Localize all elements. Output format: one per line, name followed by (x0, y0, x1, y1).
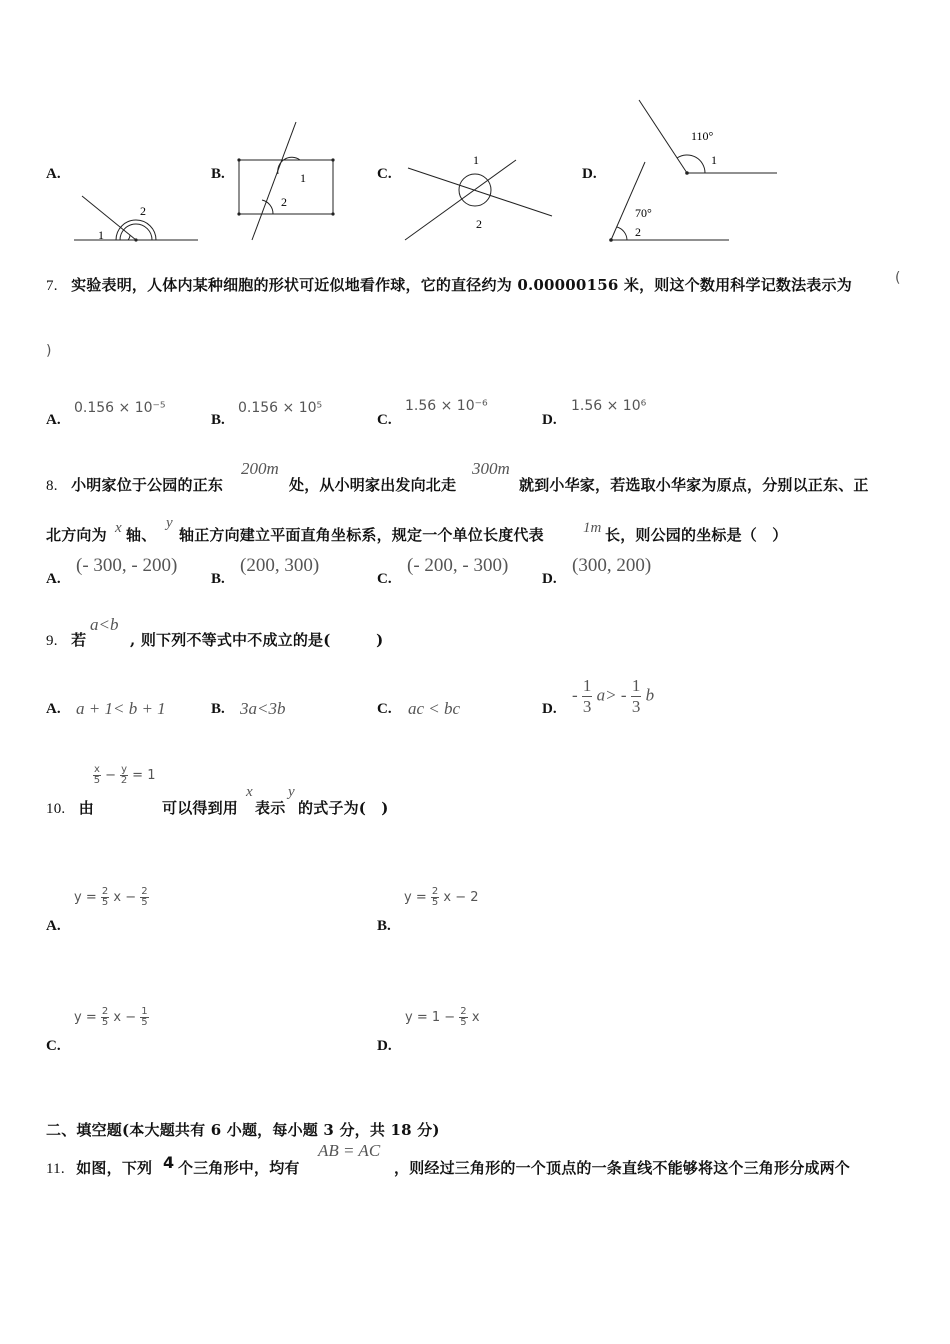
q9-d-den-2: 3 (631, 697, 641, 716)
q10-a-n2: 2 (141, 886, 148, 897)
q8-distance-1: 200m (241, 459, 279, 478)
q8-text-1: 小明家位于公园的正东 (71, 476, 224, 494)
q10-d-pre: y = 1 − (405, 1010, 456, 1025)
q10-option-b-value (404, 887, 479, 908)
q8-text-3: 就到小华家，若选取小华家为原点，分别以正东、正 (519, 476, 869, 494)
q10-c-pre: y = (74, 1010, 97, 1025)
q9-d-mid: a> - (596, 685, 627, 705)
q7-option-a-label: A. (46, 412, 61, 428)
q9-option-b-label: B. (211, 701, 225, 717)
q10-c-frac-1 (101, 1007, 109, 1028)
q7-option-b-value: 0.156 × 10⁵ (238, 400, 323, 416)
q11-condition: AB = AC (318, 1141, 381, 1160)
q8-option-a-value: (- 300, - 200) (76, 555, 178, 576)
q6-option-a-label: A. (46, 166, 61, 182)
q9-option-c-label: C. (377, 701, 392, 717)
q11-text-1: 如图，下列 (76, 1159, 153, 1177)
q9-text-2: , 则下列不等式中不成立的是( ) (130, 631, 384, 649)
q6-figure-b (234, 118, 344, 244)
q9-option-d-value (572, 676, 654, 717)
q10-x: x (246, 784, 253, 800)
q10-a-n1: 2 (101, 886, 109, 897)
q10-b-pre: y = (404, 890, 427, 905)
fig-a-label-2: 2 (140, 204, 146, 218)
q7-option-b-label: B. (211, 412, 225, 428)
q10-a-pre: y = (74, 890, 97, 905)
q11-number: 11. (46, 1161, 65, 1177)
q10-b-frac-1 (431, 887, 439, 908)
q10-c-n1: 2 (101, 1006, 109, 1017)
q10-y: y (288, 784, 295, 800)
q10-a-d1: 5 (101, 897, 109, 908)
q7-number: 7. (46, 278, 58, 294)
fig-d-top-angle: 110° (691, 129, 714, 143)
q9-stem (46, 629, 86, 650)
q10-c-d1: 5 (101, 1017, 109, 1028)
q9-d-frac-1 (582, 676, 593, 717)
q8-option-a-label: A. (46, 571, 61, 587)
q9-text-1: 若 (71, 631, 87, 649)
q7-option-c-label: C. (377, 412, 392, 428)
q11-text-2: 个三角形中，均有 (178, 1159, 300, 1177)
q10-d-d1: 5 (460, 1017, 467, 1028)
q8-option-c-value: (- 200, - 300) (407, 555, 509, 576)
q10-d-n1: 2 (460, 1006, 467, 1017)
q9-d-frac-2 (631, 676, 642, 717)
q9-d-post: b (645, 685, 655, 705)
q9-number: 9. (46, 633, 58, 649)
q10-eq-rhs: = 1 (132, 768, 156, 783)
fig-d-top-label: 1 (711, 153, 717, 167)
q9-d-num-1: 1 (582, 676, 592, 695)
q9-condition: a<b (90, 615, 119, 634)
fig-b-label-2: 2 (281, 195, 287, 209)
q10-eq-op: − (105, 768, 116, 783)
fig-c-label-1: 1 (473, 153, 479, 167)
q10-eq-frac-1 (93, 765, 101, 786)
fig-c-label-2: 2 (476, 217, 482, 231)
q10-option-a-value (74, 887, 149, 908)
q8-text-7: 长，则公园的坐标是（ ） (605, 526, 788, 544)
fig-a-label-1: 1 (98, 228, 104, 242)
q11-text-3: ，则经过三角形的一个顶点的一条直线不能够将这个三角形分成两个 (394, 1159, 851, 1177)
q10-b-d1: 5 (431, 897, 439, 908)
q6-figure-c (400, 148, 558, 244)
q8-text-6: 轴正方向建立平面直角坐标系，规定一个单位长度代表 (179, 526, 544, 544)
q10-b-mid: x − 2 (443, 890, 479, 905)
q9-option-d-label: D. (542, 701, 557, 717)
q6-option-b-label: B. (211, 166, 225, 182)
q10-eq-d2: 2 (120, 775, 128, 786)
q8-option-d-value: (300, 200) (572, 555, 652, 576)
q10-eq-d1: 5 (93, 775, 101, 786)
q10-a-d2: 5 (141, 897, 148, 908)
q10-option-d-label: D. (377, 1038, 392, 1054)
q10-option-c-label: C. (46, 1038, 61, 1054)
q11-count: 4 (163, 1153, 175, 1172)
fig-d-bottom-angle: 70° (635, 206, 652, 220)
q10-option-c-value (74, 1007, 149, 1028)
q7-open-paren: ( (895, 270, 901, 286)
q9-option-a-label: A. (46, 701, 61, 717)
q10-eq-frac-2 (120, 765, 128, 786)
q8-distance-2: 300m (472, 459, 510, 478)
fig-b-label-1: 1 (300, 171, 306, 185)
q10-text-2: 可以得到用 (162, 799, 239, 817)
q7-option-d-value: 1.56 × 10⁶ (571, 398, 647, 414)
q10-option-a-label: A. (46, 918, 61, 934)
q11-stem (46, 1157, 152, 1178)
q7-stem (46, 274, 852, 295)
q8-text-4: 北方向为 (46, 526, 107, 544)
q6-option-d-label: D. (582, 166, 597, 182)
fig-d-bottom-label: 2 (635, 225, 641, 239)
q8-unit: 1m (583, 520, 602, 536)
q9-d-num-2: 1 (631, 676, 641, 695)
q10-text-3: 表示 (255, 799, 286, 817)
q7-option-a-value: 0.156 × 10⁻⁵ (74, 400, 166, 416)
q8-text-2: 处，从小明家出发向北走 (289, 476, 457, 494)
q8-option-b-label: B. (211, 571, 225, 587)
q10-option-d-value (405, 1007, 480, 1028)
q10-c-frac-2 (140, 1007, 148, 1028)
q10-eq-n2: y (121, 764, 128, 775)
q10-eq-n1: x (94, 764, 100, 775)
q10-text-1: 由 (78, 799, 94, 817)
q7-option-c-value: 1.56 × 10⁻⁶ (405, 398, 488, 414)
q8-option-b-value: (200, 300) (240, 555, 320, 576)
q6-figure-d (605, 96, 785, 246)
q10-a-frac-2 (140, 887, 148, 908)
q10-c-d2: 5 (141, 1017, 148, 1028)
q8-y: y (166, 515, 173, 531)
q8-x: x (115, 520, 122, 536)
q10-text-4: 的式子为( ) (298, 799, 389, 817)
section-2-title: 二、填空题(本大题共有 6 小题，每小题 3 分，共 18 分) (46, 1121, 440, 1139)
q8-stem-line1 (46, 474, 223, 495)
q8-option-d-label: D. (542, 571, 557, 587)
q9-d-pre: - (572, 685, 578, 705)
q10-stem (46, 797, 94, 818)
q8-option-c-label: C. (377, 571, 392, 587)
q9-option-c-value: ac < bc (408, 699, 461, 718)
q7-text: 实验表明，人体内某种细胞的形状可近似地看作球，它的直径约为 0.00000156 米，则这个数用科学记数法表示为 (71, 276, 852, 294)
q10-equation (93, 765, 155, 786)
q8-number: 8. (46, 478, 58, 494)
q7-option-d-label: D. (542, 412, 557, 428)
q8-text-5: 轴、 (126, 526, 157, 544)
q9-d-den-1: 3 (582, 697, 592, 716)
q10-c-mid: x − (113, 1010, 137, 1025)
q9-option-b-value: 3a<3b (240, 699, 286, 718)
q10-a-mid: x − (113, 890, 137, 905)
q6-figure-a (60, 190, 205, 246)
q10-option-b-label: B. (377, 918, 391, 934)
q10-number: 10. (46, 801, 66, 817)
q7-close-paren: ) (46, 343, 52, 359)
q10-d-frac-1 (459, 1007, 467, 1028)
q10-c-n2: 1 (141, 1006, 148, 1017)
q10-d-mid: x (471, 1010, 480, 1025)
q10-b-n1: 2 (431, 886, 439, 897)
q9-option-a-value: a + 1< b + 1 (76, 699, 166, 718)
q6-option-c-label: C. (377, 166, 392, 182)
q10-a-frac-1 (101, 887, 109, 908)
